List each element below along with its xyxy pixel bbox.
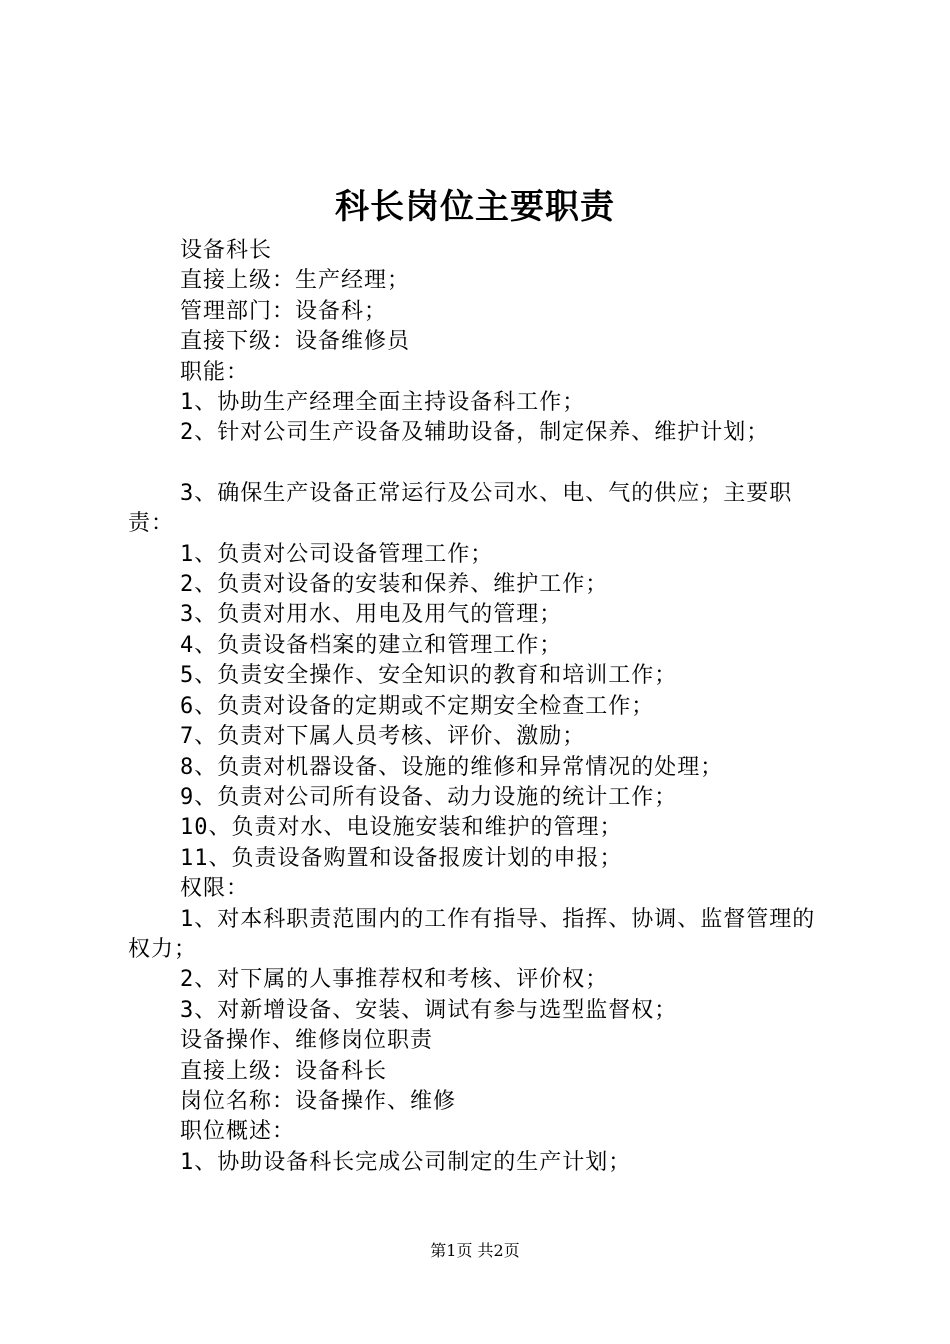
document-body (128, 236, 832, 1178)
text-line: 直接上级：生产经理； (180, 268, 411, 294)
text-line: 2、对下属的人事推荐权和考核、评价权； (180, 967, 609, 993)
text-line: 设备操作、维修岗位职责 (180, 1028, 434, 1054)
text-paragraph: 3、确保生产设备正常运行及公司水、电、气的供应；主要职责： (128, 480, 793, 537)
text-line: 2、针对公司生产设备及辅助设备，制定保养、维护计划； (180, 420, 770, 446)
text-paragraph: 1、对本科职责范围内的工作有指导、指挥、协调、监督管理的权力； (128, 906, 816, 962)
text-line: 4、负责设备档案的建立和管理工作； (180, 632, 563, 658)
text-line: 直接上级：设备科长 (180, 1058, 388, 1084)
text-line: 8、负责对机器设备、设施的维修和异常情况的处理； (180, 754, 724, 780)
text-line: 职能： (180, 359, 250, 385)
text-line: 岗位名称：设备操作、维修 (180, 1088, 457, 1114)
text-line: 3、对新增设备、安装、调试有参与选型监督权； (180, 997, 678, 1023)
text-line: 1、协助生产经理全面主持设备科工作； (180, 390, 586, 416)
text-line: 7、负责对下属人员考核、评价、激励； (180, 724, 586, 750)
page-footer: 第1页 共2页 (430, 1241, 520, 1260)
text-line: 管理部门：设备科； (180, 298, 388, 324)
blank-line (128, 449, 832, 479)
text-line: 6、负责对设备的定期或不定期安全检查工作； (180, 693, 655, 719)
document-title: 科长岗位主要职责 (335, 187, 615, 227)
text-line: 职位概述： (180, 1119, 296, 1145)
text-line: 2、负责对设备的安装和保养、维护工作； (180, 572, 609, 598)
text-line: 直接下级：设备维修员 (180, 329, 411, 355)
text-line: 5、负责安全操作、安全知识的教育和培训工作； (180, 663, 678, 689)
text-line: 权限： (180, 876, 250, 902)
text-line: 10、负责对水、电设施安装和维护的管理； (180, 815, 623, 841)
text-line: 3、负责对用水、用电及用气的管理； (180, 602, 563, 628)
text-line: 1、协助设备科长完成公司制定的生产计划； (180, 1149, 632, 1175)
text-line: 11、负责设备购置和设备报废计划的申报； (180, 845, 623, 871)
text-line: 9、负责对公司所有设备、动力设施的统计工作； (180, 784, 678, 810)
text-line: 1、负责对公司设备管理工作； (180, 541, 494, 567)
text-line: 设备科长 (180, 238, 273, 263)
